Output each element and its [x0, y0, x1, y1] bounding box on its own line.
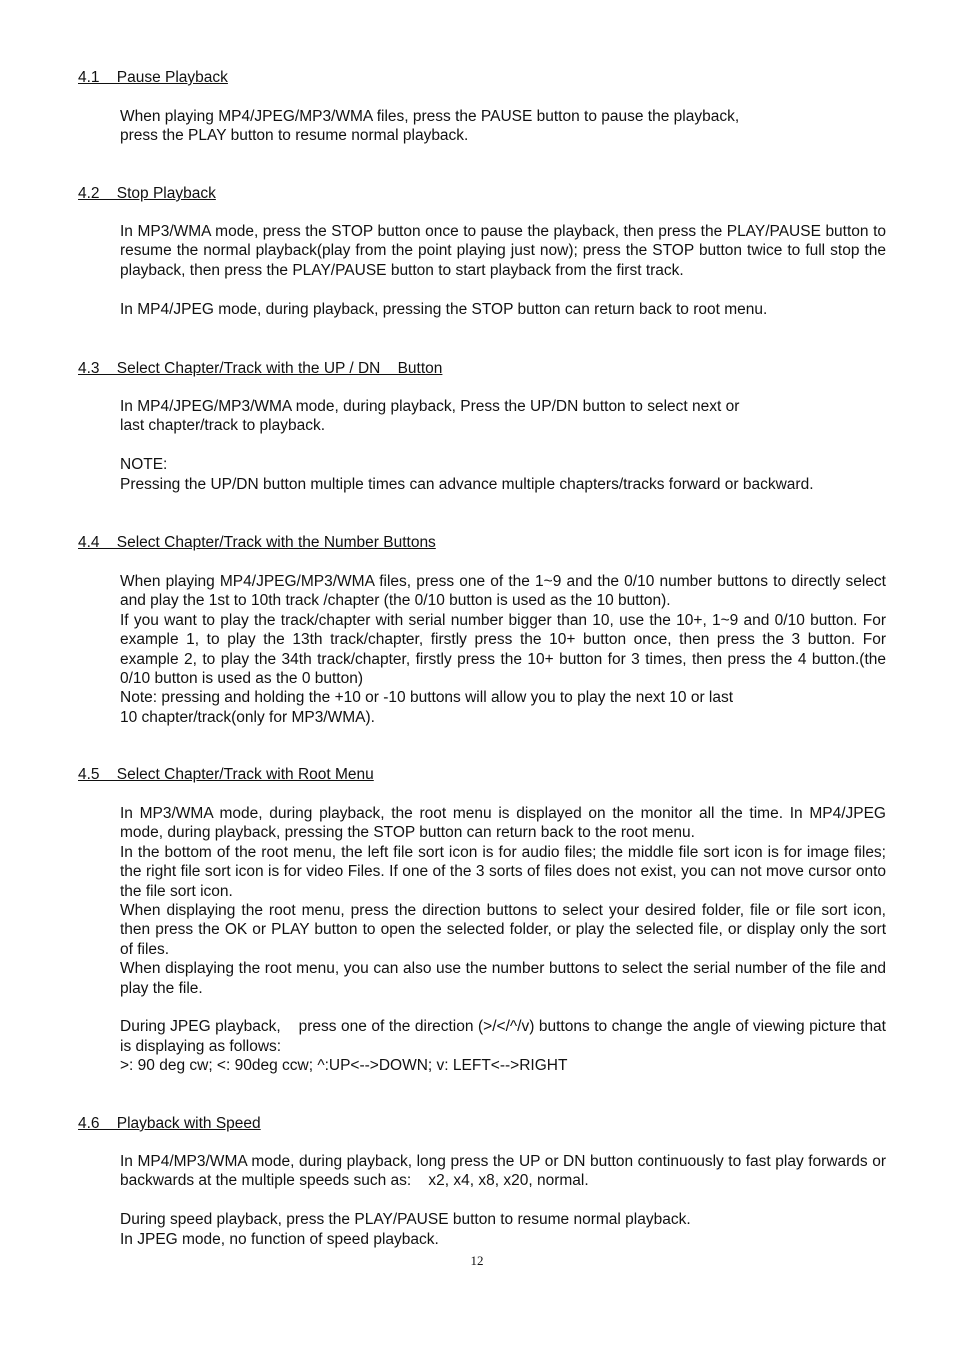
section-body-4-5: [120, 804, 891, 1076]
section-body-4-1: [120, 107, 886, 146]
paragraph: When displaying the root menu, press the direction buttons to select your desired folder, file or file sort icon, then press the OK or PLAY button to open the selected folder, or play the selected file, or display only the sort of files.: [120, 902, 886, 958]
paragraph: During JPEG playback, press one of the direction (>/</^/v) buttons to change the angle of viewing picture that is displaying as follows:: [120, 1018, 891, 1055]
paragraph: last chapter/track to playback.: [120, 417, 326, 435]
page-number: 12: [470, 1253, 484, 1268]
paragraph: Note: pressing and holding the +10 or -10 buttons will allow you to play the next 10 or last: [120, 689, 734, 707]
paragraph: In MP3/WMA mode, during playback, the root menu is displayed on the monitor all the time. In MP4/JPEG mode, during playback, pressing the STOP button can return back to the root menu.: [120, 805, 886, 842]
section-body-4-3: [120, 397, 886, 494]
paragraph: When playing MP4/JPEG/MP3/WMA files, press one of the 1~9 and the 0/10 number buttons to directly select and play the 1st to 10th track /chapter (the 0/10 button is used as the 10 button).: [120, 573, 886, 610]
section-heading-4-3: 4.3 Select Chapter/Track with the UP / DN Button: [78, 360, 443, 377]
section-body-4-2: [120, 222, 886, 319]
paragraph: Pressing the UP/DN button multiple times can advance multiple chapters/tracks forward or backward.: [120, 475, 814, 493]
paragraph: In MP4/MP3/WMA mode, during playback, long press the UP or DN button continuously to fast play forwards or backwards at the multiple speeds such as: x2, x4, x8, x20, normal.: [120, 1153, 891, 1190]
note-label: NOTE:: [120, 456, 168, 474]
section-body-4-6: [120, 1152, 891, 1249]
section-body-4-4: [120, 572, 886, 727]
paragraph: In MP3/WMA mode, press the STOP button once to pause the playback, then press the PLAY/PAUSE button to resume the normal playback(play from the point playing just now); press the STOP button twice to full stop the playback, then press the PLAY/PAUSE button to start playback from the first track.: [120, 223, 886, 279]
paragraph: In MP4/JPEG mode, during playback, pressing the STOP button can return back to root menu.: [120, 300, 768, 318]
paragraph: In JPEG mode, no function of speed playback.: [120, 1230, 439, 1248]
section-heading-4-1: 4.1 Pause Playback: [78, 69, 228, 86]
paragraph: 10 chapter/track(only for MP3/WMA).: [120, 708, 375, 726]
paragraph: When playing MP4/JPEG/MP3/WMA files, press the PAUSE button to pause the playback,: [120, 108, 740, 125]
section-heading-4-5: 4.5 Select Chapter/Track with Root Menu: [78, 766, 374, 783]
section-heading-4-2: 4.2 Stop Playback: [78, 185, 216, 202]
paragraph: When displaying the root menu, you can also use the number buttons to select the serial number of the file and play the file.: [120, 960, 886, 997]
section-heading-4-6: 4.6 Playback with Speed: [78, 1115, 261, 1132]
paragraph: press the PLAY button to resume normal playback.: [120, 127, 469, 145]
paragraph: During speed playback, press the PLAY/PAUSE button to resume normal playback.: [120, 1211, 691, 1229]
paragraph: >: 90 deg cw; <: 90deg ccw; ^:UP<-->DOWN; v: LEFT<-->RIGHT: [120, 1057, 568, 1075]
section-heading-4-4: 4.4 Select Chapter/Track with the Number Buttons: [78, 534, 436, 551]
paragraph: If you want to play the track/chapter with serial number bigger than 10, use the 10+, 1~9 and 0/10 button. For example 1, to play the 13th track/chapter, firstly press the 10+ button once, then press the 3 button. For example 2, to play the 34th track/chapter, firstly press the 10+ button for 3 times, then press the 4 button.(the 0/10 button is used as the 0 button): [120, 611, 886, 688]
paragraph: In MP4/JPEG/MP3/WMA mode, during playback, Press the UP/DN button to select next or: [120, 398, 740, 415]
paragraph: In the bottom of the root menu, the left file sort icon is for audio files; the middle file sort icon is for image files; the right file sort icon is for video Files. If one of the 3 sorts of files does not exist, you can not move cursor onto the file sort icon.: [120, 843, 886, 900]
